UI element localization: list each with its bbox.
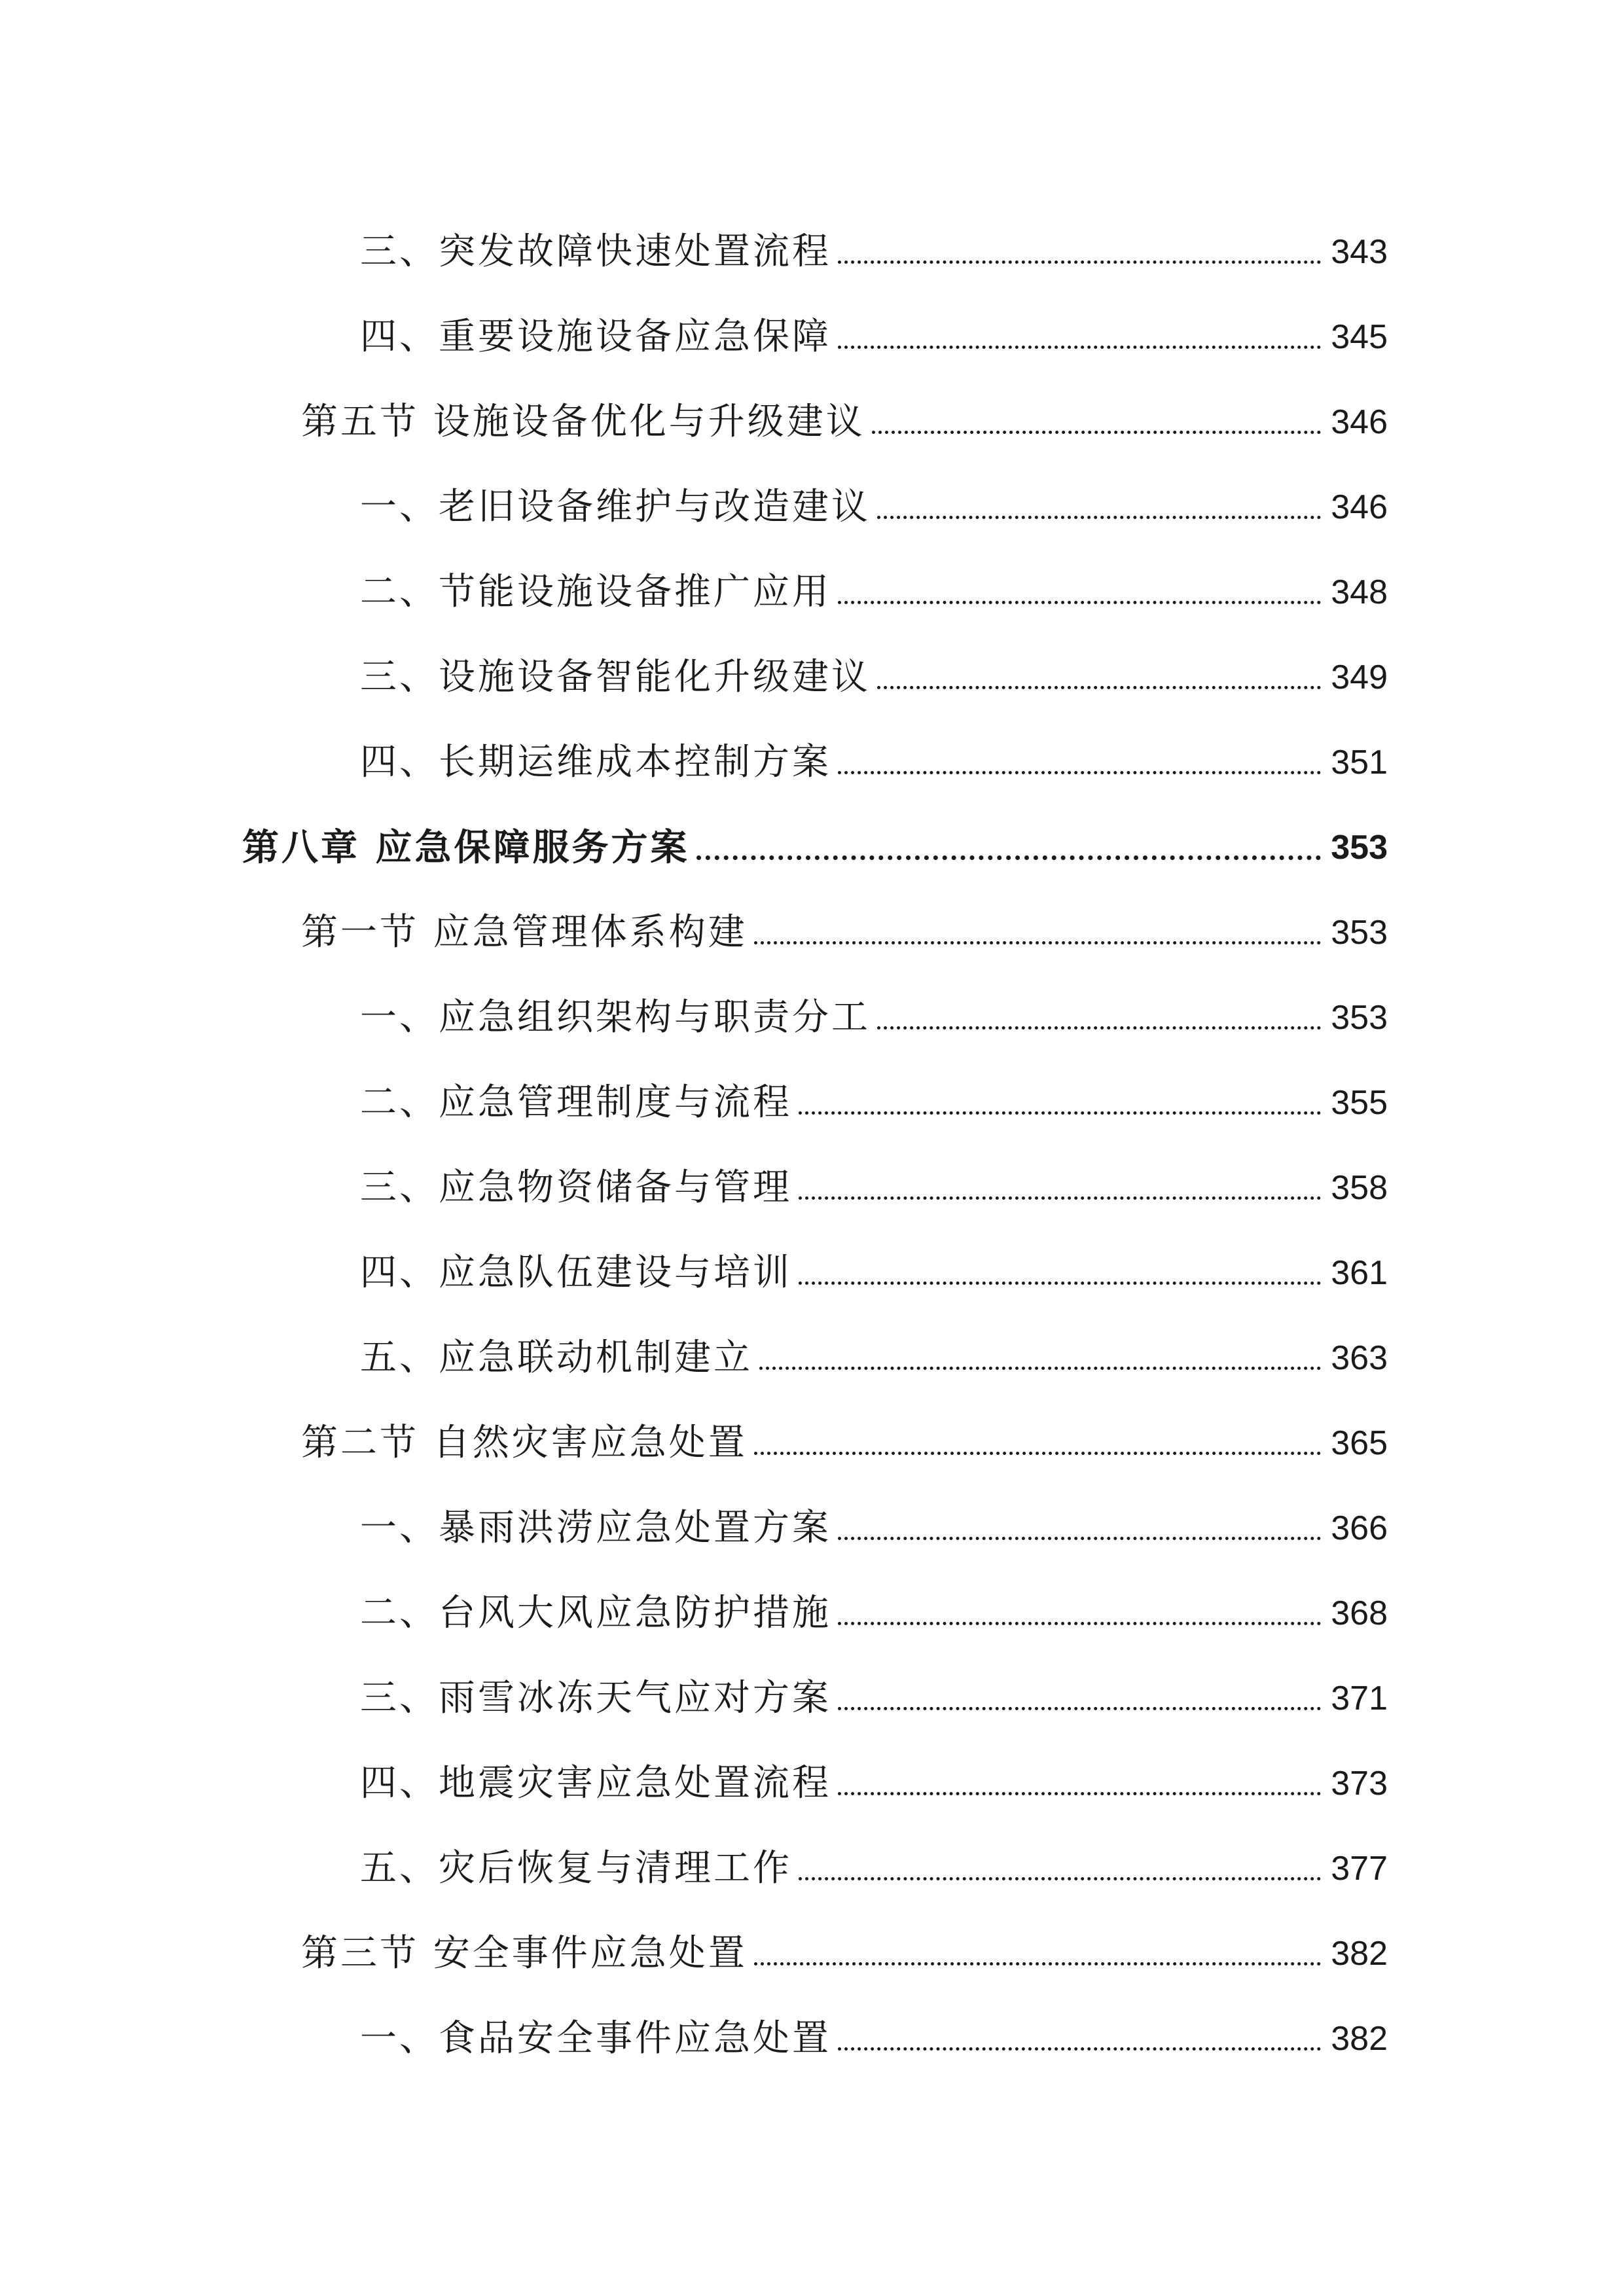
toc-entry-page: 371 xyxy=(1331,1679,1388,1717)
toc-dot-leader xyxy=(799,1111,1321,1115)
toc-entry-page: 365 xyxy=(1331,1424,1388,1462)
toc-entry-page: 373 xyxy=(1331,1765,1388,1803)
toc-dot-leader xyxy=(838,2047,1321,2051)
toc-entry[interactable] xyxy=(242,1316,1388,1401)
toc-entry[interactable] xyxy=(242,720,1388,805)
toc-entry-page: 349 xyxy=(1331,658,1388,696)
toc-entry[interactable] xyxy=(242,1486,1388,1571)
toc-entry[interactable] xyxy=(242,1741,1388,1826)
toc-chapter-entry[interactable] xyxy=(242,805,1388,890)
toc-entry[interactable] xyxy=(242,380,1388,465)
toc-entry[interactable] xyxy=(242,1826,1388,1911)
toc-entry-title: 四、地震灾害应急处置流程 xyxy=(360,1762,831,1804)
table-of-contents xyxy=(242,209,1388,2081)
toc-entry[interactable] xyxy=(242,209,1388,295)
toc-dot-leader xyxy=(838,1707,1321,1710)
toc-entry-title: 五、灾后恢复与清理工作 xyxy=(360,1847,792,1890)
toc-dot-leader xyxy=(799,1877,1321,1880)
toc-entry-page: 348 xyxy=(1331,573,1388,611)
toc-dot-leader xyxy=(696,855,1322,860)
toc-dot-leader xyxy=(754,1452,1321,1455)
toc-entry[interactable] xyxy=(242,1230,1388,1316)
toc-entry-page: 366 xyxy=(1331,1509,1388,1547)
toc-entry-page: 343 xyxy=(1331,233,1388,271)
toc-entry-page: 353 xyxy=(1331,829,1388,867)
toc-dot-leader xyxy=(838,771,1321,774)
toc-entry-page: 351 xyxy=(1331,744,1388,781)
toc-dot-leader xyxy=(759,1367,1321,1370)
toc-entry[interactable] xyxy=(242,1656,1388,1741)
toc-entry-title: 第八章 应急保障服务方案 xyxy=(242,826,690,869)
toc-entry-page: 377 xyxy=(1331,1850,1388,1888)
toc-entry-title: 四、长期运维成本控制方案 xyxy=(360,741,831,783)
toc-entry-title: 一、应急组织架构与职责分工 xyxy=(360,996,871,1039)
toc-dot-leader xyxy=(838,601,1321,604)
toc-entry-title: 三、应急物资储备与管理 xyxy=(360,1166,792,1209)
toc-entry-page: 358 xyxy=(1331,1169,1388,1207)
toc-entry-title: 四、重要设施设备应急保障 xyxy=(360,315,831,358)
toc-entry-page: 368 xyxy=(1331,1594,1388,1632)
toc-entry[interactable] xyxy=(242,1911,1388,1996)
toc-entry-page: 361 xyxy=(1331,1254,1388,1292)
toc-entry-title: 二、节能设施设备推广应用 xyxy=(360,571,831,613)
toc-entry[interactable] xyxy=(242,975,1388,1060)
toc-entry[interactable] xyxy=(242,1401,1388,1486)
toc-dot-leader xyxy=(877,1026,1321,1030)
toc-entry[interactable] xyxy=(242,1060,1388,1145)
toc-entry[interactable] xyxy=(242,635,1388,720)
toc-entry-title: 第三节 安全事件应急处置 xyxy=(301,1932,748,1975)
toc-entry-page: 382 xyxy=(1331,2020,1388,2058)
toc-entry[interactable] xyxy=(242,1145,1388,1230)
toc-entry-title: 一、老旧设备维护与改造建议 xyxy=(360,486,871,528)
toc-entry-title: 三、雨雪冰冻天气应对方案 xyxy=(360,1677,831,1719)
toc-entry-page: 346 xyxy=(1331,488,1388,526)
toc-dot-leader xyxy=(838,260,1321,264)
toc-entry-page: 345 xyxy=(1331,318,1388,356)
toc-entry-title: 第一节 应急管理体系构建 xyxy=(301,911,748,954)
toc-dot-leader xyxy=(838,1792,1321,1795)
toc-dot-leader xyxy=(754,1962,1321,1965)
toc-dot-leader xyxy=(877,686,1321,689)
toc-entry[interactable] xyxy=(242,465,1388,550)
toc-dot-leader xyxy=(754,941,1321,944)
toc-entry-title: 二、台风大风应急防护措施 xyxy=(360,1592,831,1634)
toc-entry[interactable] xyxy=(242,1571,1388,1656)
toc-dot-leader xyxy=(877,516,1321,519)
toc-entry-page: 346 xyxy=(1331,403,1388,441)
toc-entry-title: 五、应急联动机制建立 xyxy=(360,1336,753,1379)
toc-dot-leader xyxy=(838,1622,1321,1625)
toc-entry-title: 二、应急管理制度与流程 xyxy=(360,1081,792,1124)
toc-entry[interactable] xyxy=(242,550,1388,635)
toc-entry-title: 四、应急队伍建设与培训 xyxy=(360,1251,792,1294)
toc-entry[interactable] xyxy=(242,1996,1388,2081)
toc-dot-leader xyxy=(799,1282,1321,1285)
toc-entry-page: 353 xyxy=(1331,999,1388,1037)
toc-entry-page: 353 xyxy=(1331,914,1388,952)
toc-entry-title: 一、食品安全事件应急处置 xyxy=(360,2017,831,2060)
toc-entry-title: 第二节 自然灾害应急处置 xyxy=(301,1422,748,1464)
toc-dot-leader xyxy=(838,346,1321,349)
toc-entry-title: 三、设施设备智能化升级建议 xyxy=(360,656,871,698)
toc-entry-title: 第五节 设施设备优化与升级建议 xyxy=(301,401,865,443)
toc-entry[interactable] xyxy=(242,890,1388,975)
toc-entry-page: 355 xyxy=(1331,1084,1388,1122)
toc-entry-title: 一、暴雨洪涝应急处置方案 xyxy=(360,1507,831,1549)
toc-entry[interactable] xyxy=(242,295,1388,380)
toc-dot-leader xyxy=(872,431,1321,434)
toc-entry-page: 363 xyxy=(1331,1339,1388,1377)
toc-entry-title: 三、突发故障快速处置流程 xyxy=(360,230,831,273)
toc-dot-leader xyxy=(838,1537,1321,1540)
toc-entry-page: 382 xyxy=(1331,1935,1388,1973)
toc-dot-leader xyxy=(799,1196,1321,1200)
